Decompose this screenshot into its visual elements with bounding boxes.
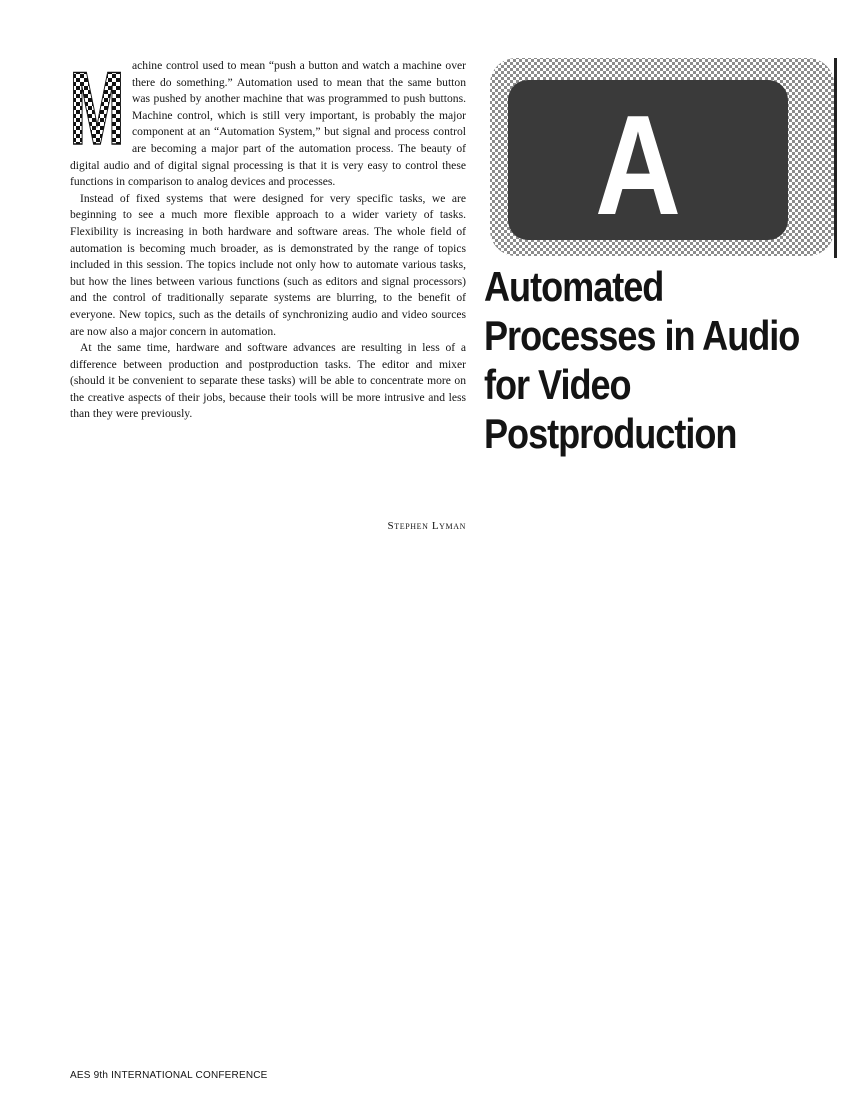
drop-cap-glyph: M <box>69 51 125 167</box>
conference-footer: AES 9th INTERNATIONAL CONFERENCE <box>70 1070 268 1081</box>
author-byline <box>330 520 466 532</box>
paragraph-3: At the same time, hardware and software advances are resulting in less of a difference between production and postproduction tasks. The editor and mixer (should it be convenient to separate these tasks) will be able to concentrate more on the creative aspects of their jobs, because their tools will be more intrusive and less than they were previously. <box>70 341 466 421</box>
article-body <box>69 51 466 423</box>
title-line-1: Automated <box>484 263 664 310</box>
section-emblem <box>486 56 838 260</box>
author-name: Stephen Lyman <box>387 520 466 532</box>
article-title <box>484 262 802 458</box>
emblem-letter: A <box>595 86 681 245</box>
title-line-3: for Video <box>484 361 631 408</box>
title-line-2: Processes in Audio <box>484 312 800 359</box>
drop-cap-letter <box>68 51 126 167</box>
emblem-edge-bar <box>834 58 837 258</box>
paragraph-2: Instead of fixed systems that were designed for very specific tasks, we are beginning to see a much more flexible approach to a wider variety of tasks. Flexibility is increasing in both hardware and software areas. The whole field of automation is becoming much broader, as is demonstrated by the range of topics included in this session. The topics include not only how to automate various tasks, but how the lines between various functions (such as editors and signal processors) and the control of traditionally separate systems are blurring, to the benefit of everyone. New topics, such as the details of synchronizing audio and video sources are now also a major concern in automation. <box>70 191 466 338</box>
paragraph-1: achine control used to mean “push a button and watch a machine over there do something.” Automation used to mean that the same button was pushed by another machine that was programmed to push buttons. Machine control, which is still very important, is probably the major component at an “Automation System,” but signal and process control are becoming a major part of the automation process. The beauty of digital audio and of digital signal processing is that it is very easy to control these functions in comparison to analog devices and processes. <box>70 59 466 189</box>
title-line-4: Postproduction <box>484 410 737 457</box>
